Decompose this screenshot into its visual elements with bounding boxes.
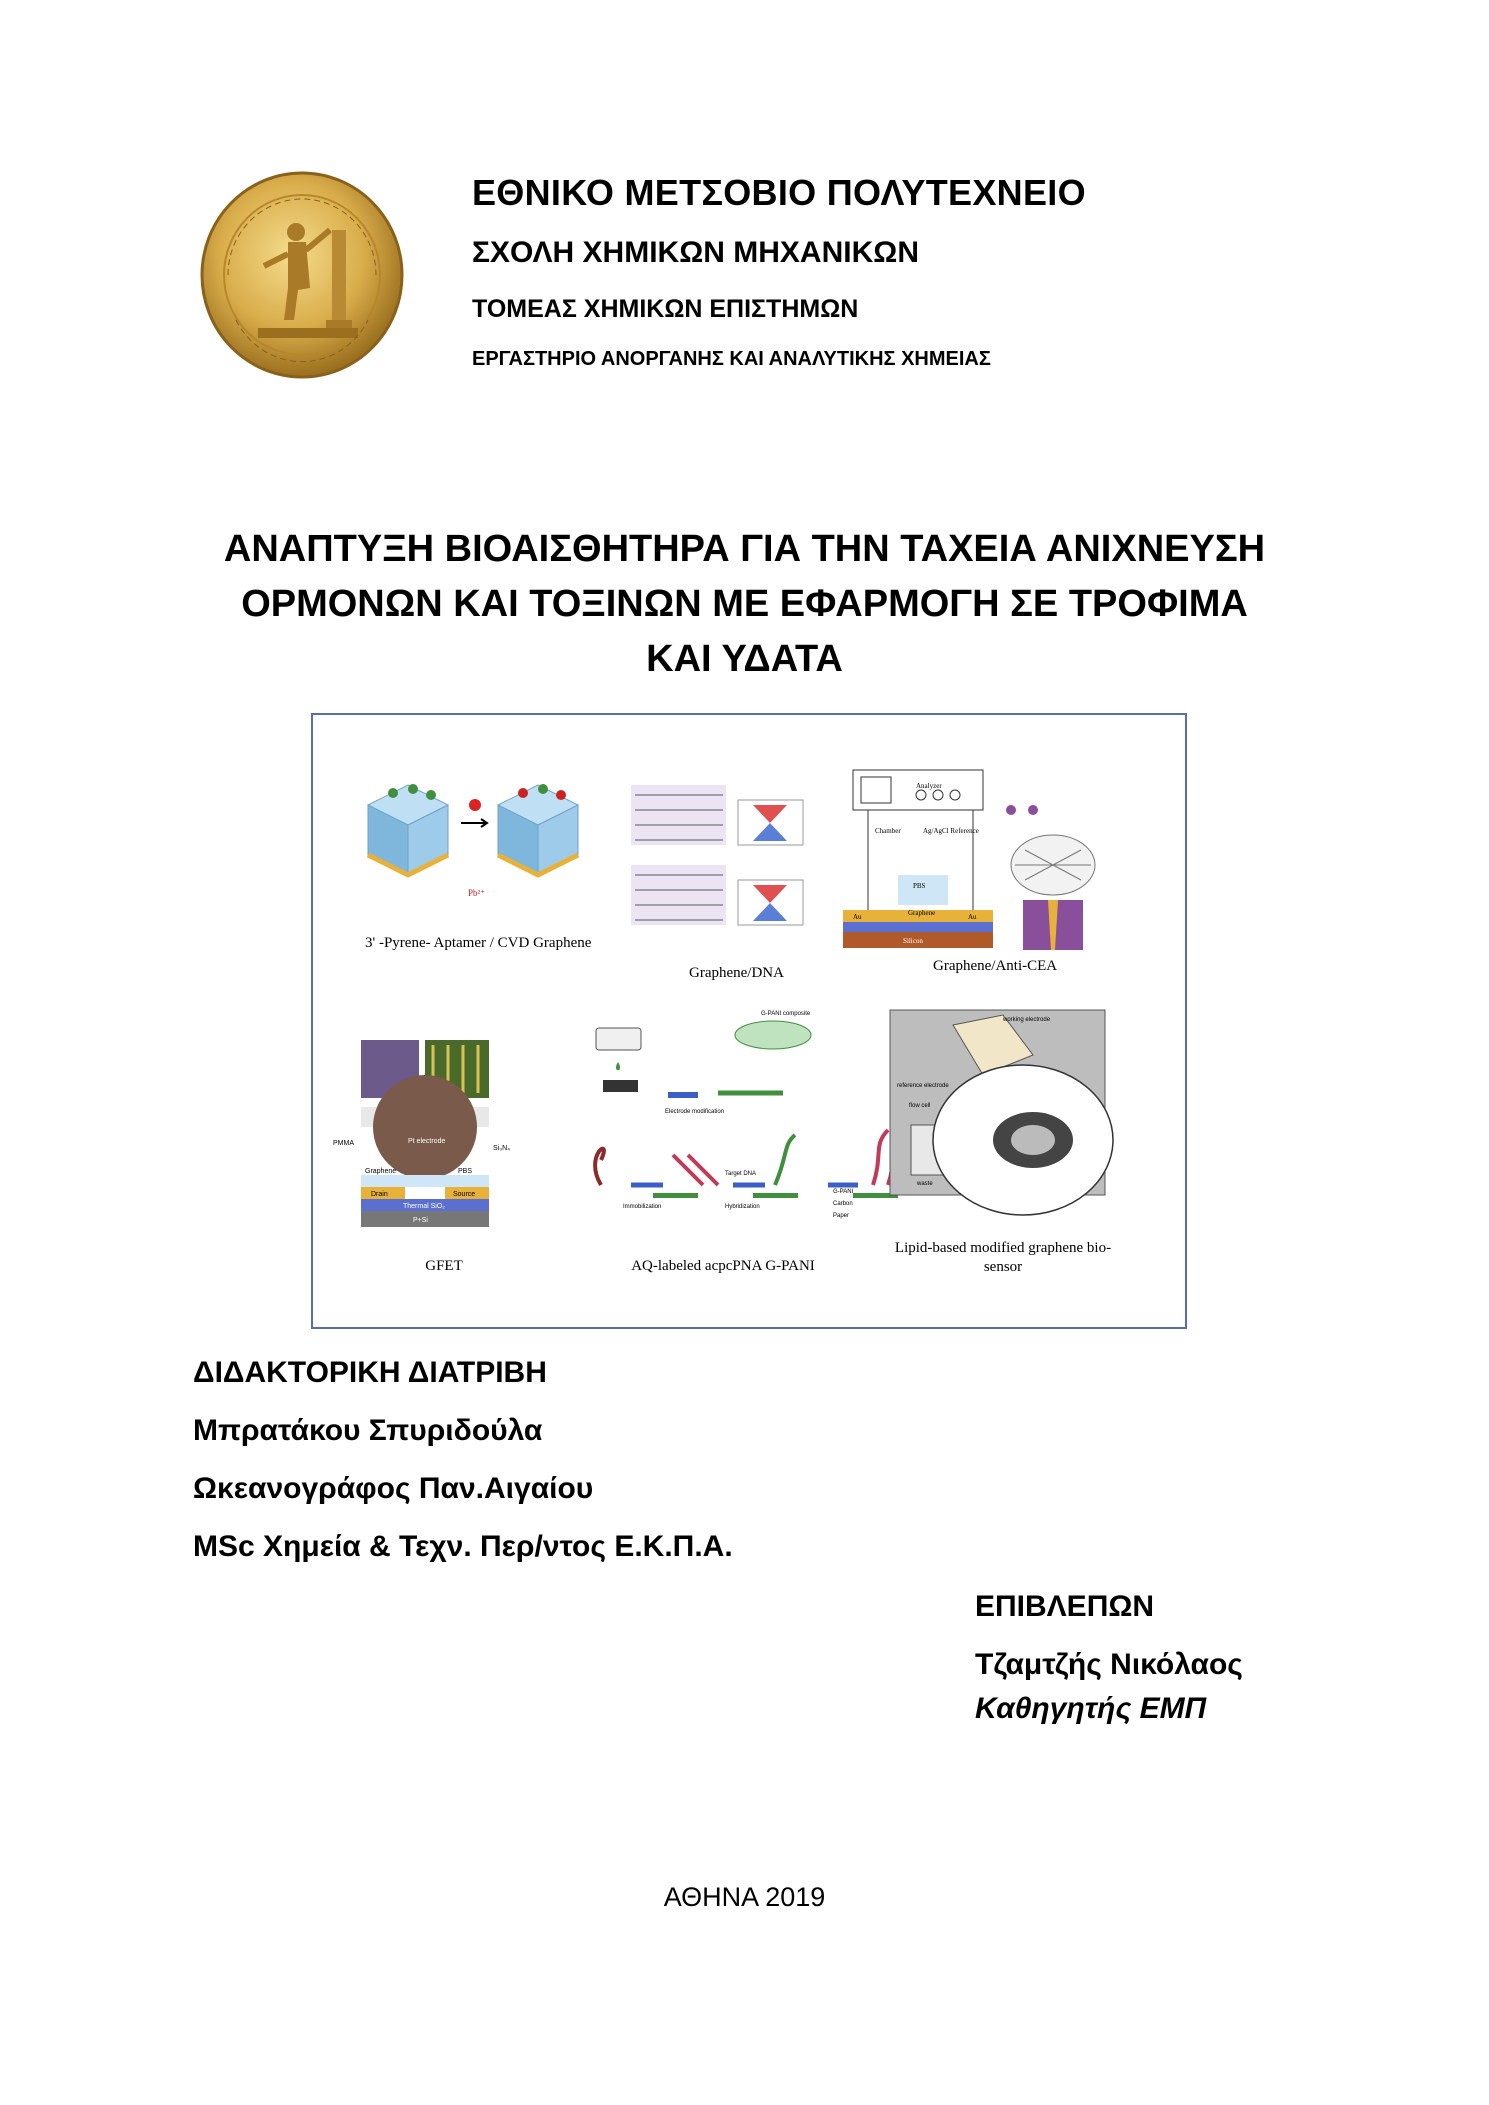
hybridization-label: Hybridization bbox=[725, 1204, 760, 1210]
pt-electrode-label: Pt electrode bbox=[408, 1138, 446, 1145]
graphene-label: Graphene bbox=[908, 909, 936, 917]
supervisor-heading: ΕΠΙΒΛΕΠΩΝ bbox=[975, 1590, 1155, 1623]
au-label-left: Au bbox=[853, 913, 862, 921]
author-credential-1: Ωκεανογράφος Παν.Αιγαίου bbox=[193, 1472, 594, 1505]
thesis-title-line-1: ΑΝΑΠΤΥΞΗ ΒΙΟΑΙΣΘΗΤΗΡΑ ΓΙΑ ΤΗΝ ΤΑΧΕΙΑ ΑΝΙΧΝΕΥΣΗ bbox=[223, 528, 1266, 570]
flow-cell-label: flow cell bbox=[909, 1103, 931, 1109]
legend-carbon: Carbon bbox=[833, 1201, 853, 1207]
university-name: ΕΘΝΙΚΟ ΜΕΤΣΟΒΙΟ ΠΟΛΥΤΕΧΝΕΙΟ bbox=[472, 172, 1086, 213]
graphene-gfet-label: Graphene bbox=[365, 1168, 397, 1175]
thesis-type: ΔΙΔΑΚΤΟΡΙΚΗ ΔΙΑΤΡΙΒΗ bbox=[193, 1356, 547, 1389]
legend-paper: Paper bbox=[833, 1213, 850, 1219]
department-name: ΤΟΜΕΑΣ ΧΗΜΙΚΩΝ ΕΠΙΣΤΗΜΩΝ bbox=[472, 295, 859, 323]
graphene-dna-panel bbox=[631, 785, 803, 925]
immobilization-label: Immobilization bbox=[623, 1204, 662, 1210]
caption-graphene-dna: Graphene/DNA bbox=[689, 965, 784, 981]
target-dna-label: Target DNA bbox=[725, 1171, 757, 1177]
gpani-composite-label: G-PANI composite bbox=[761, 1011, 811, 1017]
legend-gpani: G-PANI bbox=[833, 1189, 854, 1195]
au-label-right: Au bbox=[968, 913, 977, 921]
chamber-label: Chamber bbox=[875, 827, 901, 835]
thermal-sio2-label: Thermal SiO₂ bbox=[403, 1203, 446, 1210]
analyzer-label: Analyzer bbox=[916, 782, 942, 790]
author-credential-2: MSc Χημεία & Τεχν. Περ/ντος Ε.Κ.Π.Α. bbox=[193, 1530, 733, 1563]
author-name: Μπρατάκου Σπυριδούλα bbox=[193, 1414, 543, 1447]
caption-lipid-line-1: Lipid-based modified graphene bio- bbox=[894, 1240, 1112, 1256]
figure-illustration bbox=[313, 715, 1185, 1327]
graphene-anti-cea-panel bbox=[843, 770, 1095, 950]
place-and-year: ΑΘΗΝΑ 2019 bbox=[663, 1882, 826, 1912]
gfet-panel bbox=[361, 1040, 489, 1227]
psi-label: P+Si bbox=[413, 1217, 428, 1224]
reference-label: Ag/AgCl Reference bbox=[923, 827, 979, 835]
reference-electrode-label: reference electrode bbox=[897, 1083, 949, 1089]
pbs-gfet-label: PBS bbox=[458, 1168, 473, 1175]
graphical-abstract-figure bbox=[311, 713, 1187, 1329]
caption-lipid-line-2: sensor bbox=[983, 1259, 1023, 1275]
si3n4-label: Si₃N₄ bbox=[493, 1145, 510, 1152]
waste-label: waste bbox=[917, 1181, 933, 1187]
caption-pyrene-aptamer: 3' -Pyrene- Aptamer / CVD Graphene bbox=[365, 935, 592, 951]
caption-graphene-anti-cea: Graphene/Anti-CEA bbox=[933, 958, 1058, 974]
supervisor-title: Καθηγητής ΕΜΠ bbox=[975, 1692, 1207, 1725]
thesis-title-line-2: ΟΡΜΟΝΩΝ ΚΑΙ ΤΟΞΙΝΩΝ ΜΕ ΕΦΑΡΜΟΓΗ ΣΕ ΤΡΟΦΙΜΑ bbox=[241, 583, 1248, 625]
working-electrode-label: working electrode bbox=[1003, 1017, 1051, 1023]
drain-label: Drain bbox=[371, 1191, 388, 1198]
supervisor-name: Τζαμτζής Νικόλαος bbox=[975, 1648, 1243, 1681]
pb-label: Pb²⁺ bbox=[468, 888, 485, 898]
laboratory-name: ΕΡΓΑΣΤΗΡΙΟ ΑΝΟΡΓΑΝΗΣ ΚΑΙ ΑΝΑΛΥΤΙΚΗΣ ΧΗΜΕΙΑΣ bbox=[472, 348, 991, 370]
electrode-modification-label: Electrode modification bbox=[665, 1109, 725, 1115]
pmma-label: PMMA bbox=[333, 1140, 354, 1147]
pbs-label: PBS bbox=[913, 882, 926, 890]
pyrene-aptamer-panel bbox=[368, 784, 578, 875]
silicon-label: Silicon bbox=[903, 937, 923, 945]
caption-gfet: GFET bbox=[425, 1258, 463, 1274]
source-label: Source bbox=[453, 1191, 476, 1198]
university-seal bbox=[198, 170, 406, 380]
caption-aq-pna: AQ-labeled acpcPNA G-PANI bbox=[631, 1258, 815, 1274]
thesis-title-line-3: ΚΑΙ ΥΔΑΤΑ bbox=[646, 638, 843, 680]
school-name: ΣΧΟΛΗ ΧΗΜΙΚΩΝ ΜΗΧΑΝΙΚΩΝ bbox=[472, 236, 919, 269]
